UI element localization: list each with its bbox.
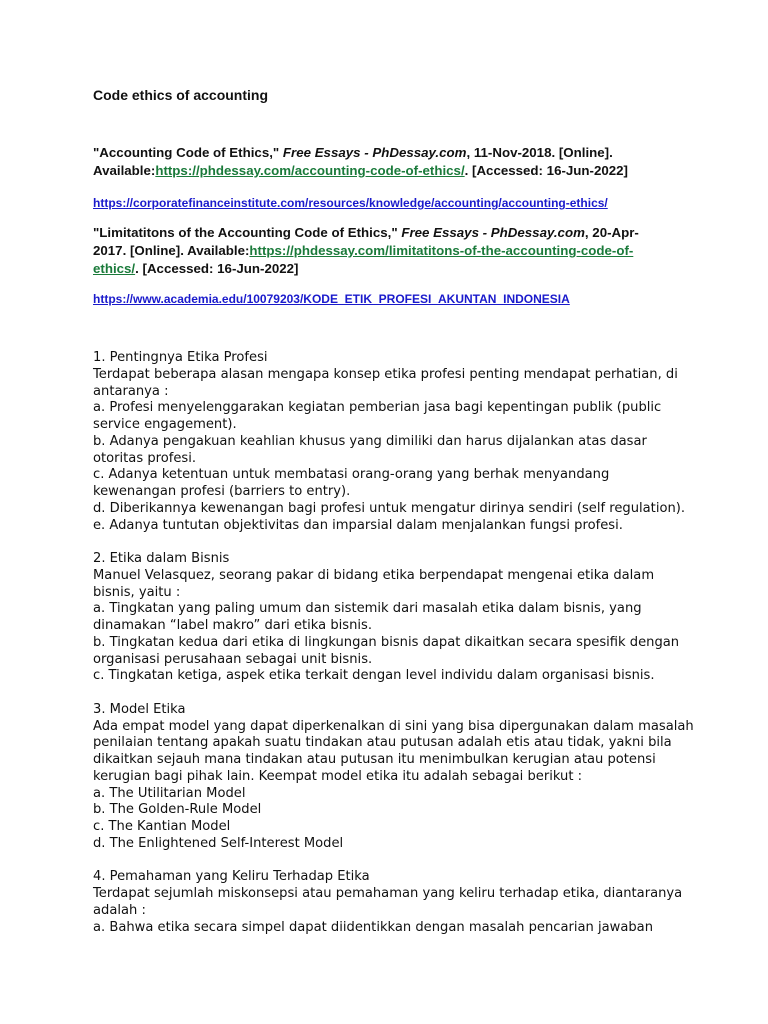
- reference-3-available: 2017. [Online]. Available:: [93, 243, 250, 258]
- body-line: d. The Enlightened Self-Interest Model: [93, 835, 344, 851]
- body-line: d. Diberikannya kewenangan bagi profesi untuk mengatur dirinya sendiri (self regulation).: [93, 500, 686, 516]
- reference-4: [93, 290, 683, 308]
- body-line: 3. Model Etika: [93, 701, 186, 717]
- body-line: a. Profesi menyelenggarakan kegiatan pemberian jasa bagi kepentingan publik (public: [93, 400, 662, 416]
- reference-3-date: , 20-Apr-: [584, 225, 639, 240]
- body-line: Terdapat sejumlah miskonsepsi atau pemahaman yang keliru terhadap etika, diantaranya: [93, 886, 683, 901]
- reference-3-site: Free Essays - PhDessay.com: [401, 225, 585, 240]
- reference-3-link-part1: https://phdessay.com/limitatitons-of-the-accounting-code-of-: [249, 243, 634, 258]
- document-title: Code ethics of accounting: [93, 87, 269, 103]
- references: [93, 144, 683, 308]
- reference-1-date: , 11-Nov-2018. [Online].: [466, 145, 613, 160]
- body-line: adalah :: [93, 902, 146, 918]
- reference-3-quote: "Limitatitons of the Accounting Code of Ethics,": [93, 225, 402, 240]
- body-line: service engagement).: [93, 417, 237, 432]
- body-line: b. The Golden-Rule Model: [93, 802, 262, 818]
- body-line: 2. Etika dalam Bisnis: [93, 551, 230, 566]
- body-line: b. Tingkatan kedua dari etika di lingkungan bisnis dapat dikaitkan secara spesifik dengan: [93, 634, 680, 650]
- reference-3-link-part2: ethics/: [93, 261, 136, 276]
- reference-3: [93, 224, 683, 278]
- reference-1-accessed: . [Accessed: 16-Jun-2022]: [464, 163, 628, 178]
- body-line: a. Bahwa etika secara simpel dapat diidentikkan dengan masalah pencarian jawaban: [93, 919, 654, 935]
- body-line: c. Tingkatan ketiga, aspek etika terkait dengan level individu dalam organisasi bisnis.: [93, 668, 655, 684]
- body-line: 4. Pemahaman yang Keliru Terhadap Etika: [93, 869, 370, 885]
- body-line: 1. Pentingnya Etika Profesi: [93, 350, 268, 365]
- blank-line: [93, 685, 693, 702]
- body-line: otoritas profesi.: [93, 450, 197, 466]
- body-line: e. Adanya tuntutan objektivitas dan imparsial dalam menjalankan fungsi profesi.: [93, 517, 623, 533]
- body-line: Terdapat beberapa alasan mengapa konsep etika profesi penting mendapat perhatian, di: [93, 366, 678, 382]
- reference-1-site: Free Essays - PhDessay.com: [282, 145, 467, 160]
- body-line: a. The Utilitarian Model: [93, 785, 246, 801]
- body-line: kewenangan profesi (barriers to entry).: [93, 484, 351, 499]
- blank-line: [93, 853, 693, 870]
- body-line: organisasi perusahaan sebagai unit bisnis.: [93, 651, 373, 667]
- reference-4-link[interactable]: https://www.academia.edu/10079203/KODE_ETIK_PROFESI_AKUNTAN_INDONESIA: [93, 292, 570, 306]
- blank-line: [93, 534, 693, 551]
- body-line: Ada empat model yang dapat diperkenalkan di sini yang bisa dipergunakan dalam masalah: [93, 718, 694, 734]
- body-line: c. Adanya ketentuan untuk membatasi orang-orang yang berhak menyandang: [93, 467, 610, 483]
- body-line: Manuel Velasquez, seorang pakar di bidang etika berpendapat mengenai etika dalam: [93, 567, 655, 583]
- body-line: c. The Kantian Model: [93, 819, 231, 834]
- body-line: a. Tingkatan yang paling umum dan sistemik dari masalah etika dalam bisnis, yang: [93, 601, 642, 617]
- body-line: penilaian tentang apakah suatu tindakan atau putusan adalah etis atau tidak, yakni bila: [93, 735, 672, 751]
- reference-1: [93, 144, 683, 180]
- body-text: [93, 350, 693, 936]
- reference-3-accessed: . [Accessed: 16-Jun-2022]: [135, 261, 299, 276]
- body-line: b. Adanya pengakuan keahlian khusus yang dimiliki dan harus dijalankan atas dasar: [93, 433, 647, 449]
- body-line: kerugian bagi pihak lain. Keempat model etika itu adalah sebagai berikut :: [93, 768, 583, 784]
- reference-1-quote: "Accounting Code of Ethics,": [93, 145, 283, 160]
- body-line: bisnis, yaitu :: [93, 584, 181, 600]
- body-line: antaranya :: [93, 383, 169, 399]
- reference-2-link[interactable]: https://corporatefinanceinstitute.com/resources/knowledge/accounting/accounting-ethics/: [93, 196, 608, 210]
- body-line: dikaitkan sejauh mana tindakan atau putusan itu menimbulkan kerugian atau potensi: [93, 752, 656, 767]
- reference-1-link[interactable]: https://phdessay.com/accounting-code-of-ethics/: [155, 163, 465, 178]
- reference-2: [93, 194, 683, 212]
- reference-1-available: Available:: [93, 163, 156, 178]
- body-line: dinamakan “label makro” dari etika bisnis.: [93, 618, 373, 633]
